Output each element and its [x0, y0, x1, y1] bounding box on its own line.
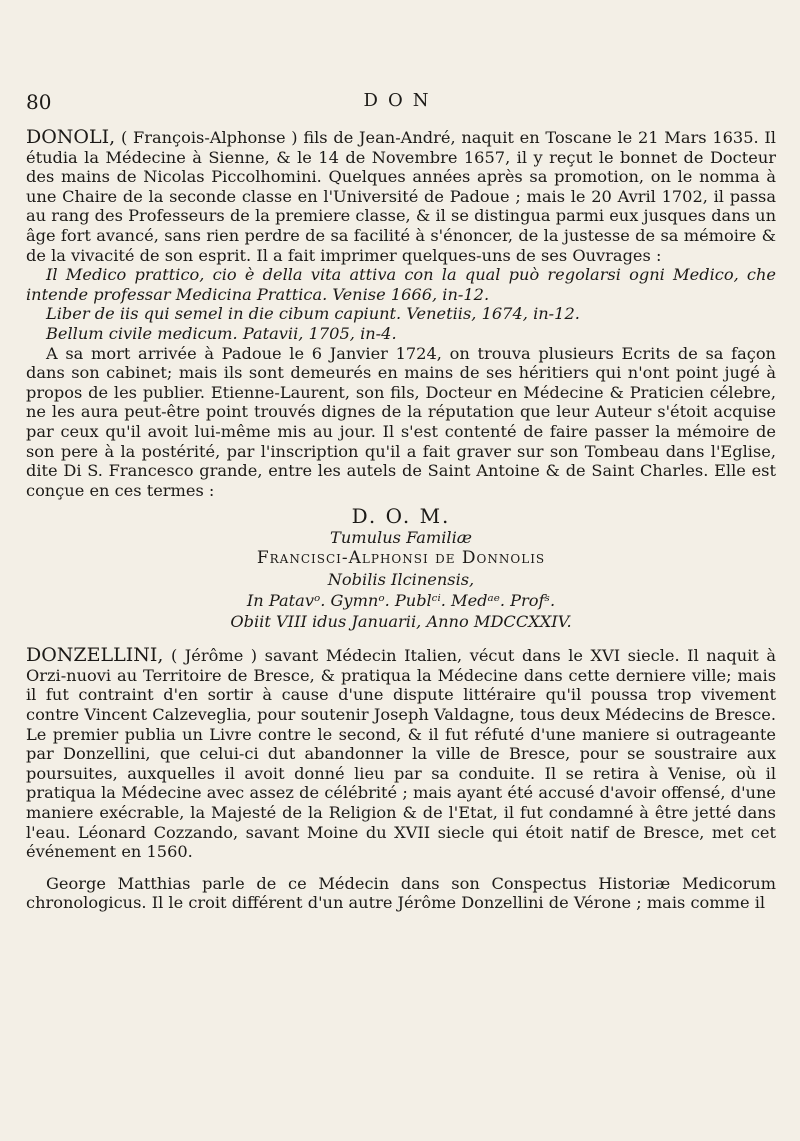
entry-donoli: [26, 128, 776, 265]
entry-donoli-text: ( François-Alphonse ) fils de Jean-André, naquit en Toscane le 21 Mars 1635. Il étudia la Médecine à Sienne, & le 14 de Novembre 1657, il y reçut le bonnet de Docteur des mains de Nicolas Piccolhomini. Quelques années après sa promotion, on le nomma à une Chaire de la seconde classe en l'Université de Padoue ; mais le 20 Avril 1702, il passa au rang des Professeurs de la premiere classe, & il se distingua parmi eux jusques dans un âge fort avancé, sans rien perdre de sa facilité à s'énoncer, de la justesse de sa mémoire & de la vivacité de son esprit. Il a fait imprimer quelques-uns de ses Ouvrages :: [26, 128, 776, 265]
entry-donzellini-note: George Matthias parle de ce Médecin dans son Conspectus Historiæ Medicorum chronologicus. Il le croit différent d'un autre Jérôme Donzellini de Vérone ; mais comme il: [26, 873, 776, 913]
running-head: DON: [363, 90, 439, 111]
entry-donoli-continuation: A sa mort arrivée à Padoue le 6 Janvier 1724, on trouva plusieurs Ecrits de sa façon dans son cabinet; mais ils sont demeurés en mains de ses héritiers qui n'ont point jugé à propos de les publier. Etienne-Laurent, son fils, Docteur en Médecine & Praticien célebre, ne les aura peut-être point trouvés dignes de la réputation que leur Auteur s'étoit acquise par ceux qu'il avoit lui-même mis au jour. Il s'est contenté de faire passer la mémoire de son pere à la postérité, par l'inscription qu'il a fait graver sur son Tombeau dans l'Eglise, dite Di S. Francesco grande, entre les autels de Saint Antoine & de Saint Charles. Elle est conçue en ces termes :: [26, 343, 776, 500]
epitaph-line: Francisci-Alphonsi de Donnolis: [256, 548, 546, 569]
entry-donzellini: [26, 646, 776, 862]
work-title: Bellum civile medicum. Patavii, 1705, in-4.: [46, 323, 397, 343]
work-title: Liber de iis qui semel in die cibum capiunt. Venetiis, 1674, in-12.: [46, 304, 580, 324]
epitaph-line: D. O. M.: [351, 504, 451, 529]
epitaph-line: Tumulus Familiæ: [330, 528, 472, 548]
work-item: [26, 324, 776, 344]
entry-name-donoli: DONOLI,: [26, 126, 116, 148]
epitaph-line: In Patavᵒ. Gymnᵒ. Publᶜⁱ. Medᵃᵉ. Profˢ.: [246, 591, 556, 611]
epitaph-inscription: [26, 506, 776, 632]
entry-name-donzellini: DONZELLINI,: [26, 644, 164, 667]
entry-donzellini-text: ( Jérôme ) savant Médecin Italien, vécut dans le XVI siecle. Il naquit à Orzi-nuovi au Territoire de Bresce, & pratiqua la Médecine dans cette derniere ville; mais il fut contraint d'en sortir à cause d'une dispute littéraire qu'il poussa trop vivement contre Vincent Calzeveglia, pour soutenir Joseph Valdagne, tous deux Médecins de Bresce. Le premier publia un Livre contre le second, & il fut réfuté d'une maniere si outrageante par Donzellini, que celui-ci dut abandonner la ville de Bresce, pour se soustraire aux poursuites, auxquelles il avoit donné lieu par sa conduite. Il se retira à Venise, où il pratiqua la Médecine avec assez de célébrité ; mais ayant été accusé d'avoir offensé, d'une maniere exécrable, la Majesté de la Religion & de l'Etat, il fut condamné à être jetté dans l'eau. Léonard Cozzando, savant Moine du XVII siecle qui étoit natif de Bresce, met cet événement en 1560.: [26, 646, 776, 862]
epitaph-line: Nobilis Ilcinensis,: [327, 570, 475, 590]
page-body: [26, 128, 776, 913]
page-header: [26, 90, 776, 120]
epitaph-line: Obiit VIII idus Januarii, Anno MDCCXXIV.: [230, 612, 572, 632]
work-item: [26, 265, 776, 304]
work-title: Il Medico prattico, cio è della vita attiva con la qual può regolarsi ogni Medico, che intende professar Medicina Prattica. Venise 1666, in-12.: [26, 265, 776, 304]
page-number: 80: [26, 90, 52, 114]
work-item: [26, 304, 776, 324]
